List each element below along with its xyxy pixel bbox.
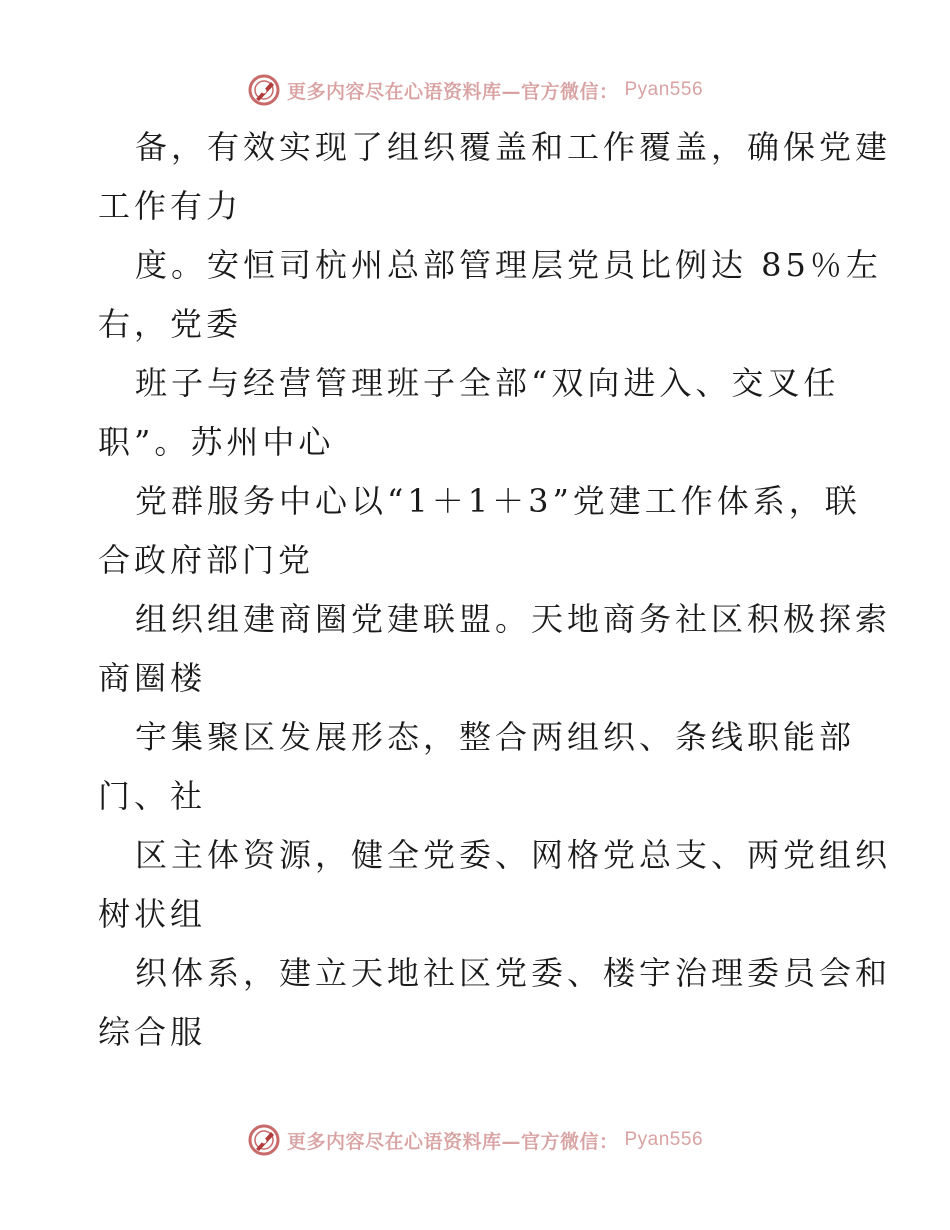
paragraph xyxy=(98,236,882,354)
paragraph-line-1: 宇集聚区发展形态，整合两组织、条线职能部 xyxy=(135,718,856,756)
paragraph-line-2: 商圈楼 xyxy=(98,659,207,697)
paragraph-line-2: 综合服 xyxy=(98,1013,207,1051)
watermark-wechat-id: Pyan556 xyxy=(624,1129,704,1150)
watermark-text: 更多内容尽在心语资料库—官方微信： xyxy=(286,80,619,103)
paragraph-line-1: 织体系，建立天地社区党委、楼宇治理委员会和 xyxy=(135,954,892,992)
paragraph xyxy=(98,118,892,236)
paragraph xyxy=(98,826,892,944)
header-watermark xyxy=(0,70,950,110)
paragraph-line-1: 区主体资源，健全党委、网格党总支、两党组织 xyxy=(135,836,892,874)
paragraph xyxy=(98,472,861,590)
paragraph xyxy=(98,590,892,708)
pen-nib-logo-icon xyxy=(247,1123,281,1157)
footer-watermark xyxy=(0,1120,950,1160)
paragraph xyxy=(98,354,858,472)
paragraph-line-1: 组织组建商圈党建联盟。天地商务社区积极探索 xyxy=(135,600,892,638)
paragraph-line-1: 度。安恒司杭州总部管理层党员比例达 85％左 xyxy=(135,246,882,284)
paragraph-line-2: 右，党委 xyxy=(98,305,243,343)
paragraph-line-2: 合政府部门党 xyxy=(98,541,315,579)
paragraph-line-2: 工作有力 xyxy=(98,187,243,225)
paragraph xyxy=(98,708,858,826)
paragraph xyxy=(98,944,892,1062)
paragraph-line-1: 党群服务中心以“1＋1＋3”党建工作体系，联 xyxy=(135,482,861,520)
watermark-wechat-id: Pyan556 xyxy=(624,79,704,100)
paragraph-line-1: 班子与经营管理班子全部“双向进入、交叉任 xyxy=(135,364,840,402)
paragraph-line-2: 树状组 xyxy=(98,895,207,933)
document-body xyxy=(98,118,892,1062)
paragraph-line-1: 备，有效实现了组织覆盖和工作覆盖，确保党建 xyxy=(135,128,892,166)
paragraph-line-2: 门、社 xyxy=(98,777,207,815)
watermark-text: 更多内容尽在心语资料库—官方微信： xyxy=(286,1130,619,1153)
pen-nib-logo-icon xyxy=(247,73,281,107)
paragraph-line-2: 职”。苏州中心 xyxy=(98,423,335,461)
